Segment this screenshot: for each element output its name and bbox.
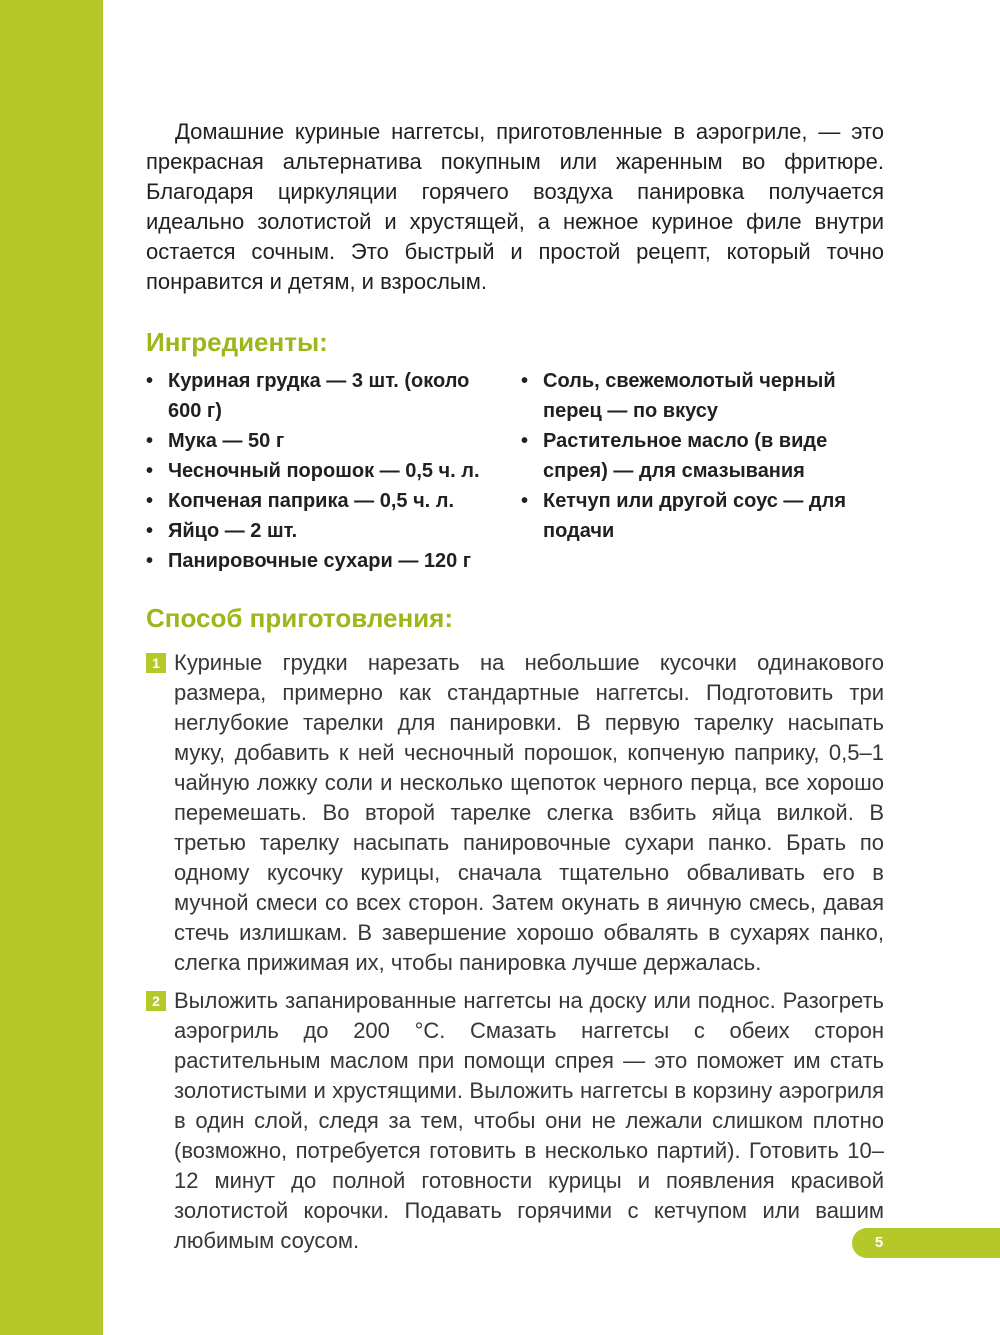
- step-number-badge: 2: [146, 991, 166, 1011]
- side-color-stripe: [0, 0, 103, 1335]
- ingredients-list-right: [521, 366, 851, 546]
- step-number-badge: 1: [146, 653, 166, 673]
- method-step: [146, 986, 884, 1256]
- method-step: [146, 648, 884, 978]
- ingredient-item: • Растительное масло (в виде спрея) — для смазывания: [521, 430, 828, 482]
- ingredient-item: • Чесночный порошок — 0,5 ч. л.: [146, 460, 480, 482]
- ingredient-item: • Куриная грудка — 3 шт. (около 600 г): [146, 370, 470, 422]
- method-steps: [146, 648, 884, 1256]
- ingredient-item: • Кетчуп или другой соус — для подачи: [521, 490, 846, 542]
- ingredients-list-left: [146, 366, 506, 576]
- step-text: Куриные грудки нарезать на небольшие кусочки одинакового размера, примерно как стандартные наггетсы. Подготовить три неглубокие тарелки для панировки. В первую тарелку насыпать муку, добавить к ней чесночный порошок, копченую паприку, 0,5–1 чайную ложку соли и несколько щепоток черного перца, все хорошо перемешать. Во второй тарелке слегка взбить яйца вилкой. В третью тарелку насыпать панировочные сухари панко. Брать по одному кусочку курицы, сначала тщательно обваливать его в мучной смеси со всех сторон. Затем окунать в яичную смесь, давая стечь излишкам. В завершение хорошо обвалять в сухарях панко, слегка прижимая их, чтобы панировка лучше держалась.: [174, 650, 884, 975]
- ingredients-heading: Ингредиенты:: [146, 327, 328, 357]
- intro-paragraph: Домашние куриные наггетсы, приготовленные в аэрогриле, — это прекрасная альтернатива покупным или жаренным во фритюре. Благодаря циркуляции горячего воздуха панировка получается идеально золотистой и хрустящей, а нежное куриное филе внутри остается сочным. Это быстрый и простой рецепт, который точно понравится и детям, и взрослым.: [146, 119, 884, 294]
- ingredient-item: • Копченая паприка — 0,5 ч. л.: [146, 490, 455, 512]
- method-heading: Способ приготовления:: [146, 603, 453, 633]
- page-number: 5: [874, 1234, 884, 1251]
- ingredient-item: • Панировочные сухари — 120 г: [146, 550, 472, 572]
- ingredient-item: • Соль, свежемолотый черный перец — по вкусу: [521, 370, 836, 422]
- step-text: Выложить запанированные наггетсы на доску или поднос. Разогреть аэрогриль до 200 °С. Смазать наггетсы с обеих сторон растительным маслом при помощи спрея — это поможет им стать золотистыми и хрустящими. Выложить наггетсы в корзину аэрогриля в один слой, следя за тем, чтобы они не лежали слишком плотно (возможно, потребуется готовить в несколько партий). Готовить 10–12 минут до полной готовности курицы и появления красивой золотистой корочки. Подавать горячими с кетчупом или вашим любимым соусом.: [174, 988, 884, 1253]
- ingredient-item: • Мука — 50 г: [146, 430, 285, 452]
- page-number-tab: [852, 1228, 1000, 1258]
- ingredient-item: • Яйцо — 2 шт.: [146, 520, 298, 542]
